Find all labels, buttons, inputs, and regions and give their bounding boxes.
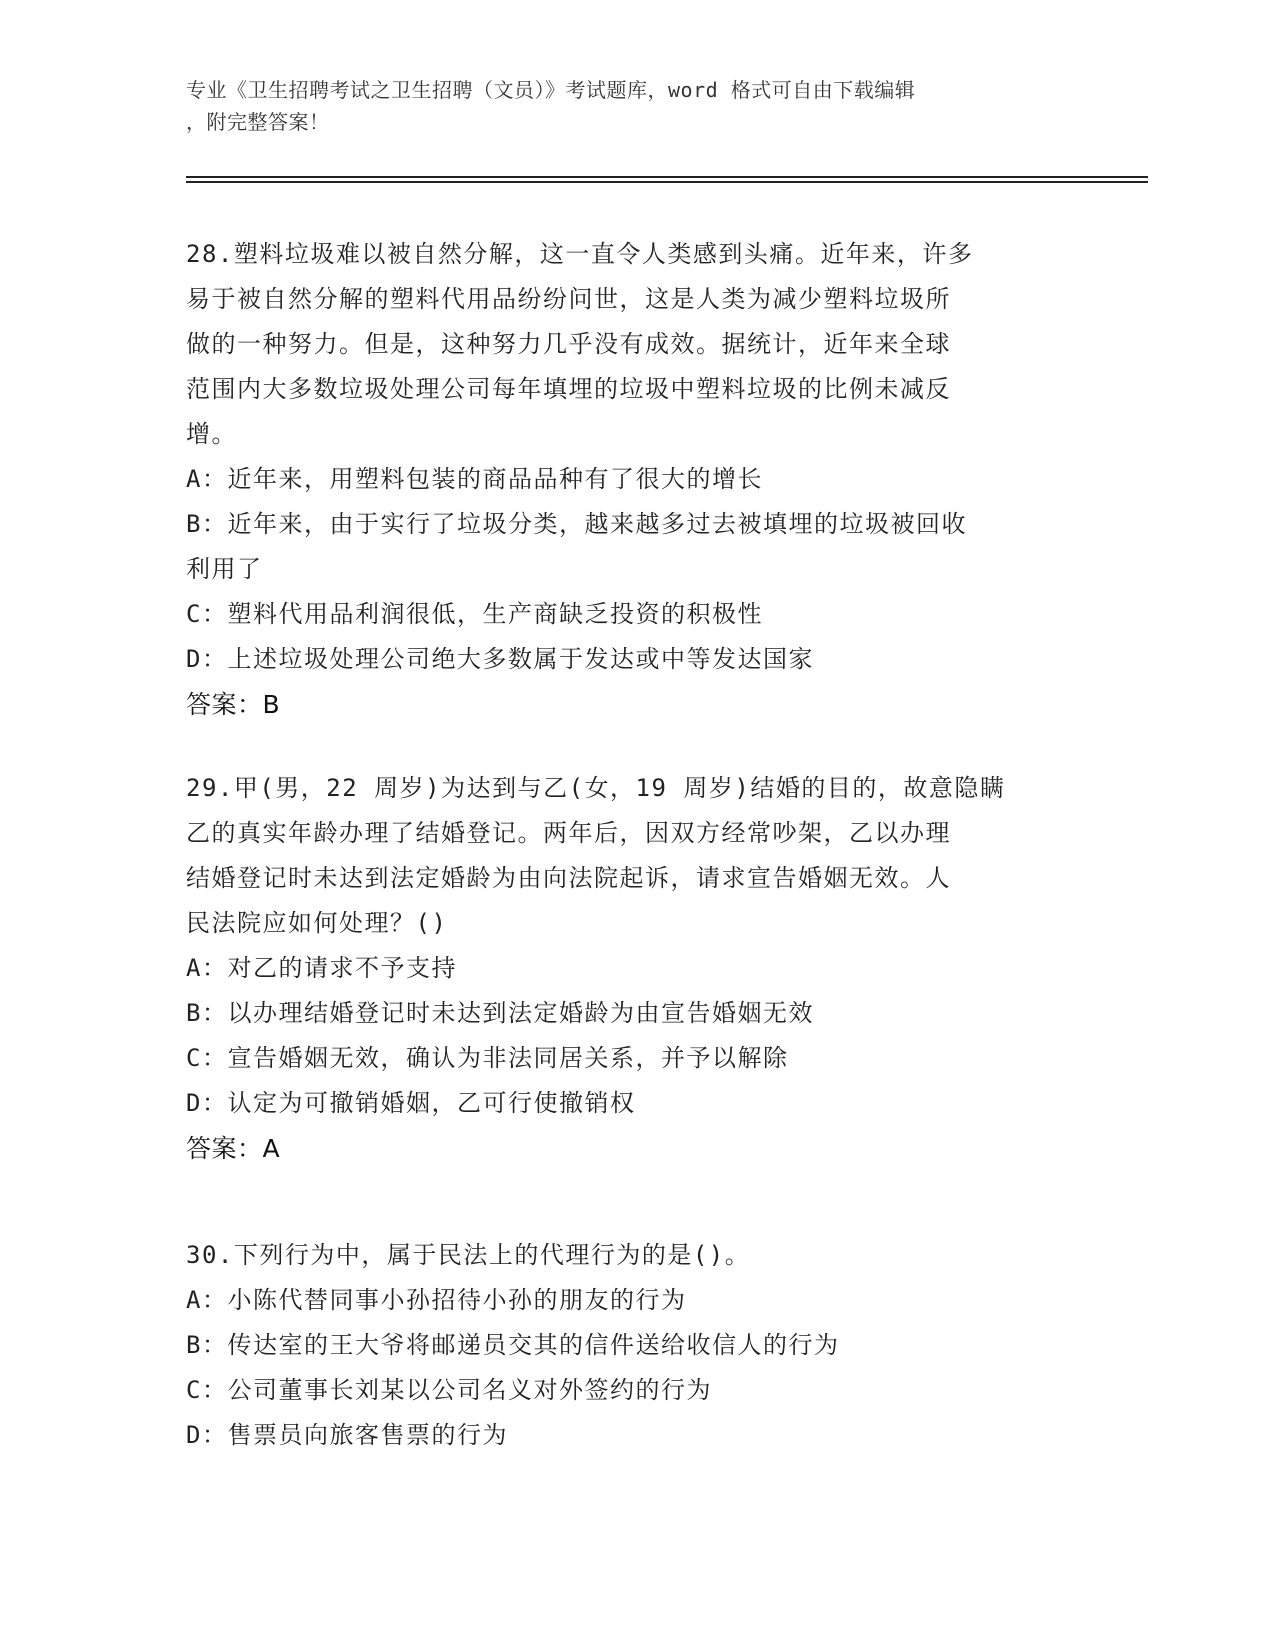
option-a: A：小陈代替同事小孙招待小孙的朋友的行为 bbox=[186, 1286, 687, 1314]
option-b: B：近年来，由于实行了垃圾分类，越来越多过去被填埋的垃圾被回收 bbox=[186, 510, 967, 538]
option-a: A：对乙的请求不予支持 bbox=[186, 954, 457, 982]
answer-label: 答案：B bbox=[186, 690, 281, 719]
question-stem-line: 结婚登记时未达到法定婚龄为由向法院起诉，请求宣告婚姻无效。人 bbox=[186, 864, 951, 892]
header-line: ，附完整答案！ bbox=[186, 110, 330, 134]
option-d: D：上述垃圾处理公司绝大多数属于发达或中等发达国家 bbox=[186, 645, 814, 673]
question-stem-line: 增。 bbox=[186, 420, 237, 448]
page-header bbox=[186, 74, 1066, 138]
option-c: C：公司董事长刘某以公司名义对外签约的行为 bbox=[186, 1376, 712, 1404]
option-b-continued: 利用了 bbox=[186, 555, 263, 583]
question-stem-line: 民法院应如何处理？() bbox=[186, 909, 448, 937]
option-b: B：传达室的王大爷将邮递员交其的信件送给收信人的行为 bbox=[186, 1331, 840, 1359]
header-divider bbox=[186, 181, 1148, 183]
question-30 bbox=[186, 1233, 1086, 1458]
option-c: C：塑料代用品利润很低，生产商缺乏投资的积极性 bbox=[186, 600, 763, 628]
question-stem-line: 30.下列行为中，属于民法上的代理行为的是()。 bbox=[186, 1241, 751, 1269]
header-line: 专业《卫生招聘考试之卫生招聘（文员）》考试题库，word 格式可自由下载编辑 bbox=[186, 78, 916, 102]
question-stem-line: 28.塑料垃圾难以被自然分解，这一直令人类感到头痛。近年来，许多 bbox=[186, 240, 974, 268]
question-stem-line: 29.甲(男，22 周岁)为达到与乙(女，19 周岁)结婚的目的，故意隐瞒 bbox=[186, 774, 1006, 802]
question-29 bbox=[186, 766, 1086, 1171]
question-28 bbox=[186, 232, 1086, 727]
question-stem-line: 易于被自然分解的塑料代用品纷纷问世，这是人类为减少塑料垃圾所 bbox=[186, 285, 951, 313]
answer-label: 答案：A bbox=[186, 1134, 281, 1163]
option-d: D：售票员向旅客售票的行为 bbox=[186, 1421, 508, 1449]
header-divider bbox=[186, 176, 1148, 178]
option-c: C：宣告婚姻无效，确认为非法同居关系，并予以解除 bbox=[186, 1044, 789, 1072]
question-stem-line: 乙的真实年龄办理了结婚登记。两年后，因双方经常吵架，乙以办理 bbox=[186, 819, 951, 847]
question-stem-line: 做的一种努力。但是，这种努力几乎没有成效。据统计，近年来全球 bbox=[186, 330, 951, 358]
option-d: D：认定为可撤销婚姻，乙可行使撤销权 bbox=[186, 1089, 636, 1117]
question-stem-line: 范围内大多数垃圾处理公司每年填埋的垃圾中塑料垃圾的比例未减反 bbox=[186, 375, 951, 403]
option-b: B：以办理结婚登记时未达到法定婚龄为由宣告婚姻无效 bbox=[186, 999, 814, 1027]
option-a: A：近年来，用塑料包装的商品品种有了很大的增长 bbox=[186, 465, 763, 493]
